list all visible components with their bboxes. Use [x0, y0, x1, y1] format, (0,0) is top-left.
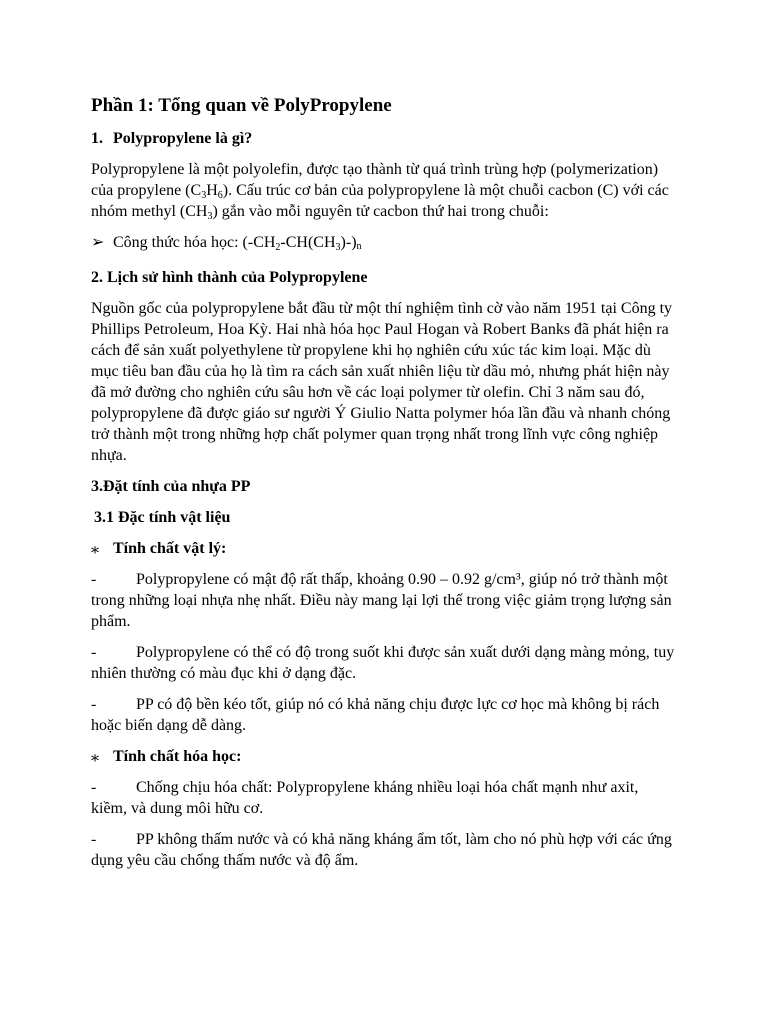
subscript: 2	[275, 242, 281, 253]
list-item-text: PP có độ bền kéo tốt, giúp nó có khả năng chịu được lực cơ học mà không bị rách hoặc biến dạng dễ dàng.	[91, 696, 660, 734]
text-run: Polypropylene là một polyolefin, được tạo thành từ quá trình trùng hợp (polymerization) của propylene (C	[91, 161, 659, 199]
physical-heading-text: Tính chất vật lý:	[113, 540, 227, 557]
list-item	[91, 829, 678, 871]
text-run: -CH(CH	[280, 234, 336, 251]
subscript: n	[356, 241, 362, 252]
formula-line	[91, 232, 678, 257]
dash-bullet: -	[91, 696, 97, 713]
arrow-bullet-icon: ➢	[91, 234, 105, 251]
list-item-text: Polypropylene có mật độ rất thấp, khoảng 0.90 – 0.92 g/cm³, giúp nó trở thành một trong những loại nhựa nhẹ nhất. Điều này mang lại lợi thế trong việc giảm trọng lượng sản phẩm.	[91, 571, 672, 630]
text-run: Công thức hóa học: (-CH	[113, 234, 276, 251]
list-item	[91, 694, 678, 736]
section1-heading	[91, 128, 678, 149]
subscript: 3	[335, 242, 341, 253]
section1-paragraph	[91, 159, 678, 222]
dash-bullet: -	[91, 779, 97, 796]
star-bullet-icon: ⁎	[91, 748, 99, 765]
chemical-properties-list	[91, 777, 678, 871]
list-item	[91, 777, 678, 819]
text-run: )-)	[340, 234, 357, 251]
text-run: ) gắn vào mỗi nguyên tử cacbon thứ hai trong chuỗi:	[212, 203, 549, 220]
star-bullet-icon: ⁎	[91, 540, 99, 557]
text-run: H	[206, 182, 218, 199]
section3-heading: 3.Đặt tính của nhựa PP	[91, 478, 251, 495]
physical-properties-list	[91, 569, 678, 736]
section1-number: 1.	[91, 130, 103, 147]
formula-text	[113, 232, 362, 257]
list-item	[91, 642, 678, 684]
physical-properties-heading	[91, 538, 678, 559]
subscript: 3	[201, 190, 207, 201]
list-item-text: Polypropylene có thể có độ trong suốt khi được sản xuất dưới dạng màng mỏng, tuy nhiên thường có màu đục khi ở dạng đặc.	[91, 644, 675, 682]
text-run: ). Cấu trúc cơ bản của polypropylene là một chuỗi cacbon (C) với các nhóm methyl (CH	[91, 182, 669, 220]
subscript: 3	[207, 211, 213, 222]
section2-paragraph: Nguồn gốc của polypropylene bắt đầu từ một thí nghiệm tình cờ vào năm 1951 tại Công ty Phillips Petroleum, Hoa Kỳ. Hai nhà hóa học Paul Hogan và Robert Banks đã phát hiện ra cách để sản xuất polyethylene từ propylene khi họ nghiên cứu xúc tác kim loại. Mặc dù mục tiêu ban đầu của họ là tìm ra cách sản xuất nhiên liệu từ dầu mỏ, nhưng phát hiện này đã mở đường cho nghiên cứu sâu hơn về các loại polymer từ olefin. Chỉ 3 năm sau đó, polypropylene đã được giáo sư người Ý Giulio Natta polymer hóa lần đầu và nhanh chóng trở thành một trong những hợp chất polymer quan trọng nhất trong lĩnh vực công nghiệp nhựa.	[91, 300, 673, 464]
document-title: Phần 1: Tổng quan về PolyPropylene	[91, 95, 392, 116]
list-item	[91, 569, 678, 632]
dash-bullet: -	[91, 571, 97, 588]
chemical-properties-heading	[91, 746, 678, 767]
dash-bullet: -	[91, 644, 97, 661]
section2-heading: 2. Lịch sử hình thành của Polypropylene	[91, 269, 368, 286]
list-item-text: PP không thấm nước và có khả năng kháng ẩm tốt, làm cho nó phù hợp với các ứng dụng yêu cầu chống thấm nước và độ ẩm.	[91, 831, 672, 869]
subscript: 6	[217, 190, 223, 201]
dash-bullet: -	[91, 831, 97, 848]
chemical-heading-text: Tính chất hóa học:	[113, 748, 242, 765]
section3-1-heading: 3.1 Đặc tính vật liệu	[94, 509, 231, 526]
list-item-text: Chống chịu hóa chất: Polypropylene kháng nhiều loại hóa chất mạnh như axit, kiềm, và dung môi hữu cơ.	[91, 779, 639, 817]
section1-heading-text: Polypropylene là gì?	[113, 130, 253, 147]
